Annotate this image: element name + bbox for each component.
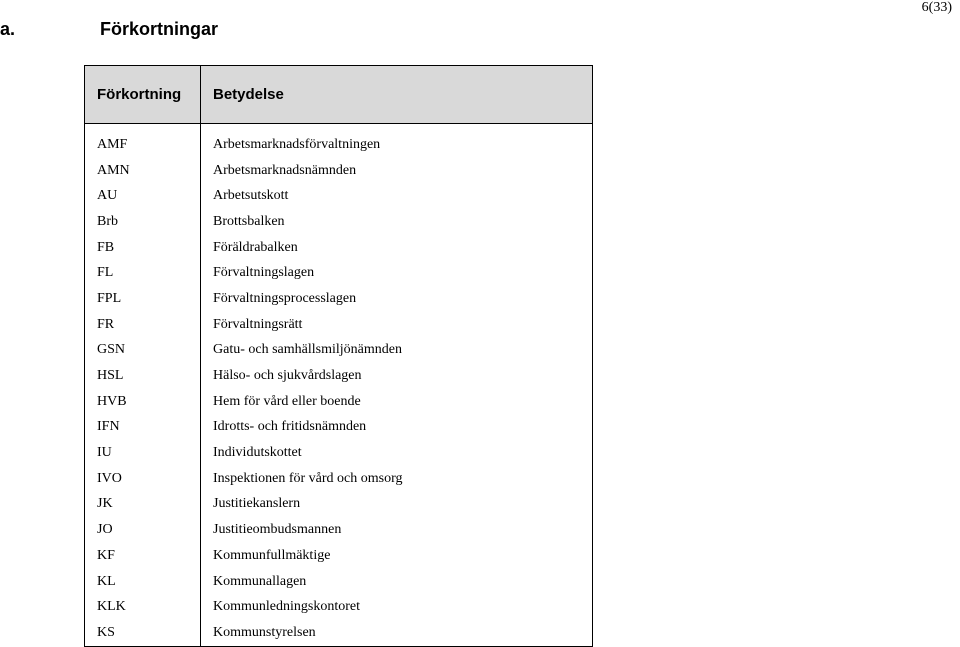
meaning-cell: Hälso- och sjukvårdslagen	[201, 363, 593, 389]
meaning-cell: Förvaltningsrätt	[201, 312, 593, 338]
table-row	[85, 363, 593, 389]
abbreviation-cell: Brb	[85, 209, 201, 235]
meaning-cell: Hem för vård eller boende	[201, 389, 593, 415]
table-row	[85, 543, 593, 569]
abbreviation-cell: GSN	[85, 338, 201, 364]
abbreviation-cell: KL	[85, 569, 201, 595]
page-number: 6(33)	[921, 0, 952, 15]
abbreviation-cell: AMN	[85, 158, 201, 184]
meaning-cell: Kommunstyrelsen	[201, 620, 593, 646]
table-row	[85, 124, 593, 158]
table-row	[85, 286, 593, 312]
table-row	[85, 235, 593, 261]
meaning-cell: Arbetsmarknadsförvaltningen	[201, 124, 593, 158]
meaning-cell: Arbetsmarknadsnämnden	[201, 158, 593, 184]
abbreviation-cell: JK	[85, 492, 201, 518]
table-row	[85, 517, 593, 543]
meaning-cell: Föräldrabalken	[201, 235, 593, 261]
meaning-cell: Kommunallagen	[201, 569, 593, 595]
table-row	[85, 594, 593, 620]
meaning-cell: Brottsbalken	[201, 209, 593, 235]
table-row	[85, 620, 593, 646]
table-row	[85, 260, 593, 286]
abbreviation-cell: IVO	[85, 466, 201, 492]
meaning-cell: Idrotts- och fritidsnämnden	[201, 415, 593, 441]
table-row	[85, 440, 593, 466]
abbreviation-cell: JO	[85, 517, 201, 543]
table-body	[85, 124, 593, 647]
abbreviation-cell: HSL	[85, 363, 201, 389]
table-row	[85, 338, 593, 364]
table-row	[85, 415, 593, 441]
abbreviation-cell: KF	[85, 543, 201, 569]
table-row	[85, 492, 593, 518]
section-letter: a.	[0, 19, 16, 39]
section-title: Förkortningar	[100, 19, 219, 39]
table-row	[85, 312, 593, 338]
meaning-cell: Gatu- och samhällsmiljönämnden	[201, 338, 593, 364]
column-header-abbreviation: Förkortning	[85, 66, 201, 124]
abbreviation-cell: FL	[85, 260, 201, 286]
table-header-row	[85, 66, 593, 124]
abbreviations-table	[84, 65, 593, 647]
meaning-cell: Individutskottet	[201, 440, 593, 466]
table-row	[85, 466, 593, 492]
table-row	[85, 569, 593, 595]
abbreviation-cell: IFN	[85, 415, 201, 441]
abbreviation-cell: AU	[85, 183, 201, 209]
abbreviation-cell: KLK	[85, 594, 201, 620]
table-row	[85, 158, 593, 184]
column-header-meaning: Betydelse	[201, 66, 593, 124]
table-row	[85, 183, 593, 209]
meaning-cell: Kommunfullmäktige	[201, 543, 593, 569]
abbreviation-cell: IU	[85, 440, 201, 466]
meaning-cell: Förvaltningsprocesslagen	[201, 286, 593, 312]
abbreviation-cell: HVB	[85, 389, 201, 415]
abbreviation-cell: FB	[85, 235, 201, 261]
meaning-cell: Justitieombudsmannen	[201, 517, 593, 543]
meaning-cell: Förvaltningslagen	[201, 260, 593, 286]
meaning-cell: Arbetsutskott	[201, 183, 593, 209]
section-heading	[0, 19, 218, 40]
abbreviation-cell: FR	[85, 312, 201, 338]
meaning-cell: Kommunledningskontoret	[201, 594, 593, 620]
meaning-cell: Inspektionen för vård och omsorg	[201, 466, 593, 492]
abbreviation-cell: AMF	[85, 124, 201, 158]
table-row	[85, 209, 593, 235]
abbreviation-cell: KS	[85, 620, 201, 646]
abbreviation-cell: FPL	[85, 286, 201, 312]
table-row	[85, 389, 593, 415]
meaning-cell: Justitiekanslern	[201, 492, 593, 518]
